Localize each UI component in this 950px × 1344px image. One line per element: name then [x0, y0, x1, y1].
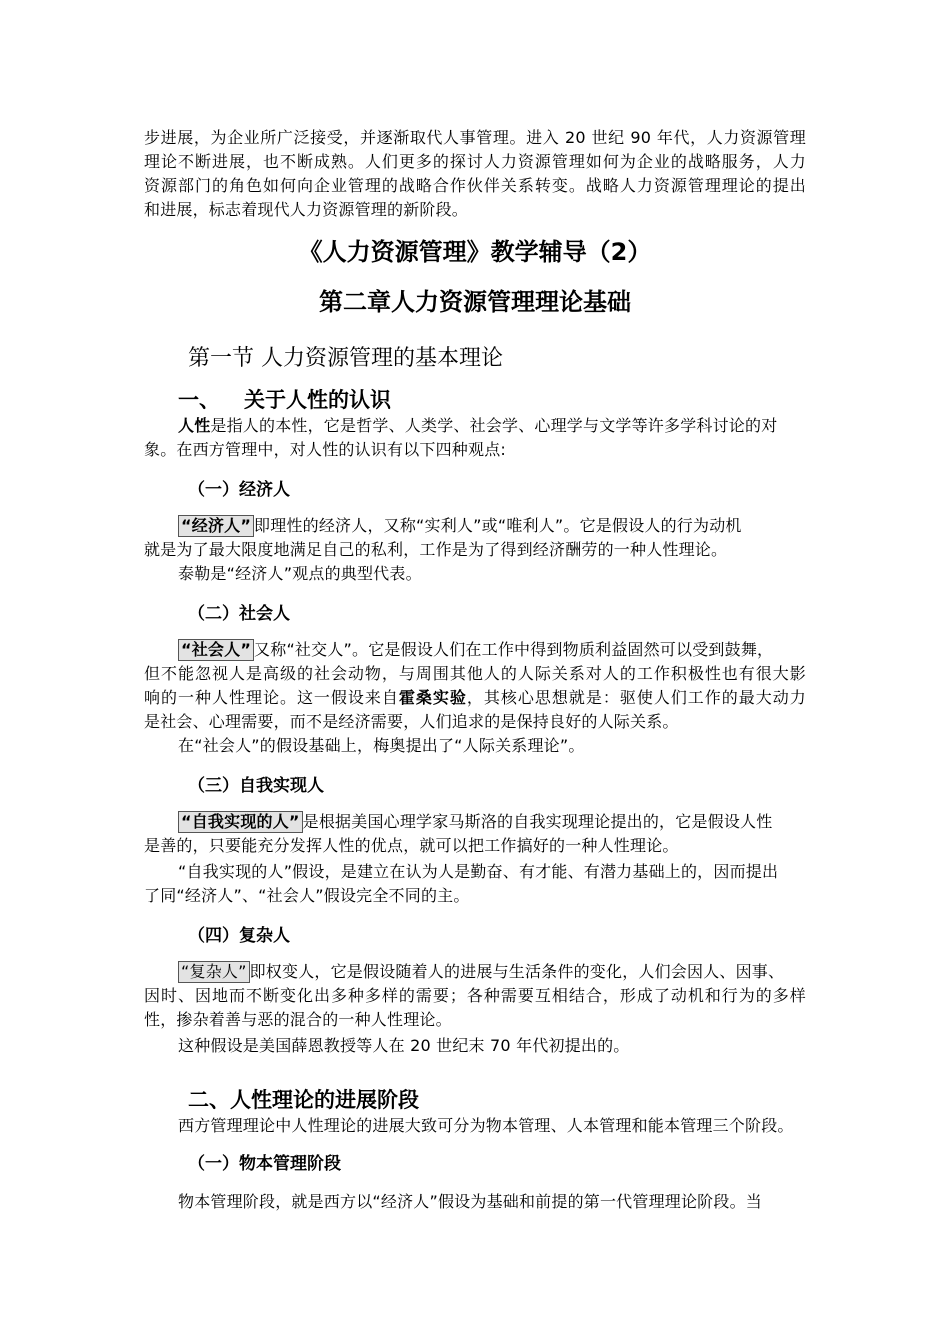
part1-number: 一、: [178, 388, 220, 412]
social-man-line-4: 是社会、心理需要，而不是经济需要，人们追求的是保持良好的人际关系。: [144, 712, 679, 731]
complex-man-heading: （四）复杂人: [188, 926, 290, 946]
intro-line-2: 理论不断进展，也不断成熟。人们更多的探讨人力资源管理如何为企业的战略服务，人力: [144, 152, 806, 171]
self-actualizing-line-2: 是善的，只要能充分发挥人性的优点，就可以把工作搞好的一种人性理论。: [144, 836, 679, 855]
economic-man-line-1: [178, 514, 742, 538]
document-title: 《人力资源管理》教学辅导（2）: [298, 238, 652, 266]
self-actualizing-extra-2: 了同“经济人”、“社会人”假设完全不同的主。: [144, 886, 470, 905]
self-actualizing-extra-1: “自我实现的人”假设，是建立在认为人是勤奋、有才能、有潜力基础上的，因而提出: [178, 862, 779, 881]
economic-man-line-2: 就是为了最大限度地满足自己的私利，工作是为了得到经济酬劳的一种人性理论。: [144, 540, 728, 559]
part1-intro-rest: 是指人的本性，它是哲学、人类学、社会学、心理学与文学等许多学科讨论的对: [210, 416, 778, 435]
chapter-title: 第二章人力资源管理理论基础: [319, 288, 631, 316]
complex-man-line-3: 性，掺杂着善与恶的混合的一种人性理论。: [144, 1010, 452, 1029]
social-man-term: [178, 639, 254, 661]
part2-intro: 西方管理理论中人性理论的进展大致可分为物本管理、人本管理和能本管理三个阶段。: [178, 1116, 794, 1135]
social-man-extra: 在“社会人”的假设基础上，梅奥提出了“人际关系理论”。: [178, 736, 585, 755]
intro-line-3: 资源部门的角色如何向企业管理的战略合作伙伴关系转变。战略人力资源管理理论的提出: [144, 176, 806, 195]
social-man-term-text: “社会人”: [181, 640, 252, 659]
complex-man-line-1: [178, 960, 784, 984]
social-man-line-2: 但不能忽视人是高级的社会动物，与周围其他人的人际关系对人的工作积极性也有很大影: [144, 664, 806, 683]
economic-man-term-text: “经济人”: [181, 516, 252, 535]
part1-heading: 关于人性的认识: [244, 388, 391, 412]
economic-man-heading: （一）经济人: [188, 480, 290, 500]
part2-heading: 二、人性理论的进展阶段: [188, 1088, 419, 1112]
hawthorne-experiment: 霍桑实验: [398, 688, 467, 707]
complex-man-line-1-rest: 即权变人，它是假设随着人的进展与生活条件的变化，人们会因人、因事、: [249, 962, 785, 981]
economic-man-extra: 泰勒是“经济人”观点的典型代表。: [178, 564, 422, 583]
intro-line-4: 和进展，标志着现代人力资源管理的新阶段。: [144, 200, 469, 219]
economic-man-term: [178, 515, 254, 537]
part1-intro-line-1: [178, 414, 777, 438]
term-human-nature: 人性: [178, 416, 211, 435]
complex-man-extra: 这种假设是美国薛恩教授等人在 20 世纪末 70 年代初提出的。: [178, 1036, 630, 1055]
social-man-heading: （二）社会人: [188, 604, 290, 624]
self-actualizing-line-1: [178, 810, 772, 834]
intro-line-1: 步进展，为企业所广泛接受，并逐渐取代人事管理。进入 20 世纪 90 年代，人力资源管理: [144, 128, 806, 147]
self-actualizing-heading: （三）自我实现人: [188, 776, 324, 796]
complex-man-term-text: “复杂人”: [181, 962, 247, 981]
section-title: 第一节 人力资源管理的基本理论: [188, 346, 503, 371]
economic-man-line-1-rest: 即理性的经济人，又称“实利人”或“唯利人”。它是假设人的行为动机: [254, 516, 742, 535]
social-man-line-3: [144, 686, 806, 710]
complex-man-line-2: 因时、因地而不断变化出多种多样的需要；各种需要互相结合，形成了动机和行为的多样: [144, 986, 806, 1005]
self-actualizing-term-text: “自我实现的人”: [181, 812, 300, 831]
material-management-text: 物本管理阶段，就是西方以“经济人”假设为基础和前提的第一代管理理论阶段。当: [178, 1192, 762, 1211]
social-man-line-3-post: ，其核心思想就是：驱使人们工作的最大动力: [466, 688, 806, 707]
material-management-heading: （一）物本管理阶段: [188, 1154, 341, 1174]
complex-man-term: [178, 961, 250, 983]
social-man-line-1-rest: 又称“社交人”。它是假设人们在工作中得到物质利益固然可以受到鼓舞，: [254, 640, 774, 659]
social-man-line-3-pre: 响的一种人性理论。这一假设来自: [144, 688, 399, 707]
self-actualizing-line-1-rest: 是根据美国心理学家马斯洛的自我实现理论提出的，它是假设人性: [302, 812, 773, 831]
part1-intro-line-2: 象。在西方管理中，对人性的认识有以下四种观点:: [144, 440, 506, 459]
self-actualizing-term: [178, 811, 303, 833]
social-man-line-1: [178, 638, 773, 662]
